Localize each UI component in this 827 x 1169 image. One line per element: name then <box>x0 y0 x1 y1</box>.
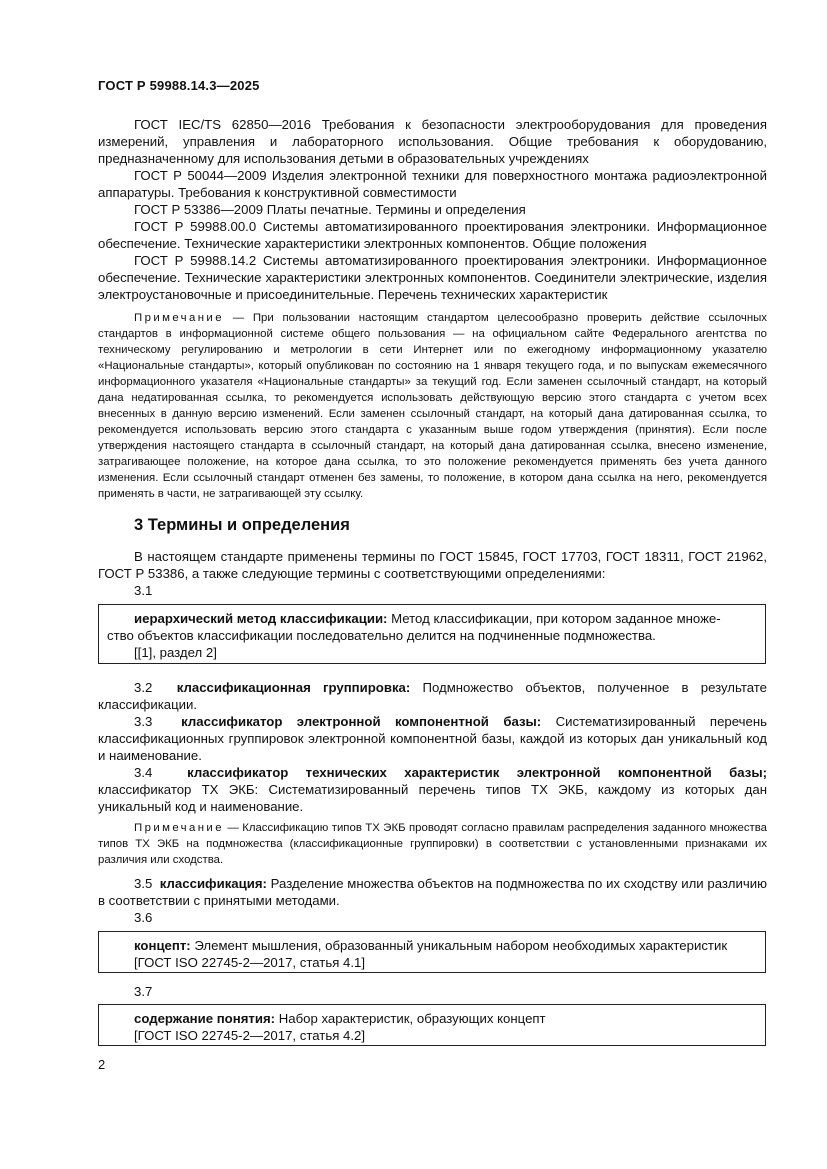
term-definition: классификатор ТХ ЭКБ: Систематизированный перечень типов ТХ ЭКБ, каждому из которых дан уникальный код и наименование. <box>98 782 767 814</box>
normative-references-list <box>98 116 767 303</box>
term-entry: 3.4 классификатор технических характеристик электронной компонентной базы; классификатор ТХ ЭКБ: Систематизированный перечень типов ТХ ЭКБ, каждому из которых дан уникальный код и наименование. <box>98 765 767 814</box>
reference-item: ГОСТ Р 53386—2009 Платы печатные. Термины и определения <box>134 202 526 217</box>
terms-3-2-to-3-4 <box>98 679 767 815</box>
reference-item: ГОСТ Р 59988.00.0 Системы автоматизированного проектирования электроники. Информационное обеспечение. Технические характеристики электронных компонентов. Общие положения <box>98 219 767 251</box>
term-name: классификация: <box>159 876 267 891</box>
term-number: 3.6 <box>134 910 153 925</box>
term-3-7-number <box>98 983 767 1000</box>
note-label: Примечание <box>134 312 224 324</box>
section-heading: 3 Термины и определения <box>134 516 350 534</box>
intro-paragraph: В настоящем стандарте применены термины по ГОСТ 15845, ГОСТ 17703, ГОСТ 18311, ГОСТ 21962, ГОСТ Р 53386, а также следующие термины с соответствующими определениями: <box>98 549 767 581</box>
term-source: [[1], раздел 2] <box>134 645 217 660</box>
note-references <box>98 310 767 502</box>
term-box-3-1 <box>98 604 766 664</box>
section-intro <box>98 548 767 599</box>
page-number: 2 <box>98 1057 106 1072</box>
reference-item: ГОСТ Р 59988.14.2 Системы автоматизированного проектирования электроники. Информационное обеспечение. Технические характеристики электронных компонентов. Соединители электрические, изделия электроустановочные и присоединительные. Перечень технических характеристик <box>98 253 767 302</box>
term-box-3-7 <box>98 1004 766 1046</box>
term-definition-continued: ство объектов классификации последовательно делится на подчиненные подмножества. <box>107 628 656 643</box>
term-entry: 3.2 классификационная группировка: Подмножество объектов, полученное в результате классификации. <box>98 680 768 712</box>
term-3-5 <box>98 875 767 926</box>
term-definition: Разделение множества объектов на подмножества по их сходству или различию в соответствии с принятыми методами. <box>98 876 767 908</box>
note-classification <box>98 820 767 868</box>
term-definition: Подмножество объектов, полученное в результате классификации. <box>98 680 768 712</box>
term-definition: Элемент мышления, образованный уникальным набором необходимых характеристик <box>190 938 728 953</box>
reference-item: ГОСТ IEC/TS 62850—2016 Требования к безопасности электрооборудования для проведения измерений, управления и лабораторного использования. Общие требования к оборудованию, предназначенному для использования детьми в образовательных учреждениях <box>98 117 767 166</box>
note-text: — При пользовании настоящим стандартом целесообразно проверить действие ссылочных стандартов в информационной системе общего пользования — на официальном сайте Федерального агентства по техническому регулированию и метрологии в сети Интернет или по ежегодному информационному указателю «Национальные стандарты», который опубликован по состоянию на 1 января текущего года, и по выпускам ежемесячного информационного указателя «Национальные стандарты» за текущий год. Если заменен ссылочный стандарт, на который дана недатированная ссылка, то рекомендуется использовать действующую версию этого стандарта с учетом всех внесенных в данную версию изменений. Если заменен ссылочный стандарт, на который дана датированная ссылка, то рекомендуется использовать версию этого стандарта с указанным выше годом утверждения (принятия). Если после утверждения настоящего стандарта в ссылочный стандарт, на который дана датированная ссылка, внесено изменение, затрагивающее положение, на которое дана ссылка, то это положение рекомендуется применять без учета данного изменения. Если ссылочный стандарт отменен без замены, то положение, в котором дана ссылка на него, рекомендуется применять в части, не затрагивающей эту ссылку. <box>98 312 767 500</box>
term-source: [ГОСТ ISO 22745-2—2017, статья 4.1] <box>134 955 365 970</box>
term-entry: 3.3 классификатор электронной компонентной базы: Систематизированный перечень классификационных группировок электронной компонентной базы, каждой из которых дан уникальный код и наименование. <box>98 714 767 763</box>
term-name: классификационная группировка: <box>176 680 411 695</box>
term-definition: Систематизированный перечень классификационных группировок электронной компонентной базы, каждой из которых дан уникальный код и наименование. <box>98 714 767 763</box>
term-number: 3.1 <box>134 583 153 598</box>
term-name: классификатор электронной компонентной базы: <box>181 714 542 729</box>
term-name: концепт: <box>134 938 191 953</box>
term-name: классификатор технических характеристик электронной компонентной базы; <box>187 765 767 780</box>
document-header: ГОСТ Р 59988.14.3—2025 <box>98 78 260 93</box>
term-definition: Набор характеристик, образующих концепт <box>275 1011 546 1026</box>
term-definition: Метод классификации, при котором заданное множе- <box>387 611 721 626</box>
reference-item: ГОСТ Р 50044—2009 Изделия электронной техники для поверхностного монтажа радиоэлектронной аппаратуры. Требования к конструктивной совместимости <box>98 168 767 200</box>
term-name: содержание понятия: <box>134 1011 276 1026</box>
term-number: 3.7 <box>134 984 153 999</box>
note-text: — Классификацию типов ТХ ЭКБ проводят согласно правилам распределения заданного множества типов ТХ ЭКБ на подмножества (классификационные группировки) в соответствии с установленными признаками их различия или сходства. <box>98 822 767 866</box>
term-entry: 3.5 классификация: Разделение множества объектов на подмножества по их сходству или различию в соответствии с принятыми методами. <box>98 876 767 908</box>
term-name: иерархический метод классификации: <box>134 611 388 626</box>
term-box-3-6 <box>98 931 766 973</box>
note-label: Примечание <box>134 822 224 834</box>
term-source: [ГОСТ ISO 22745-2—2017, статья 4.2] <box>134 1028 365 1043</box>
